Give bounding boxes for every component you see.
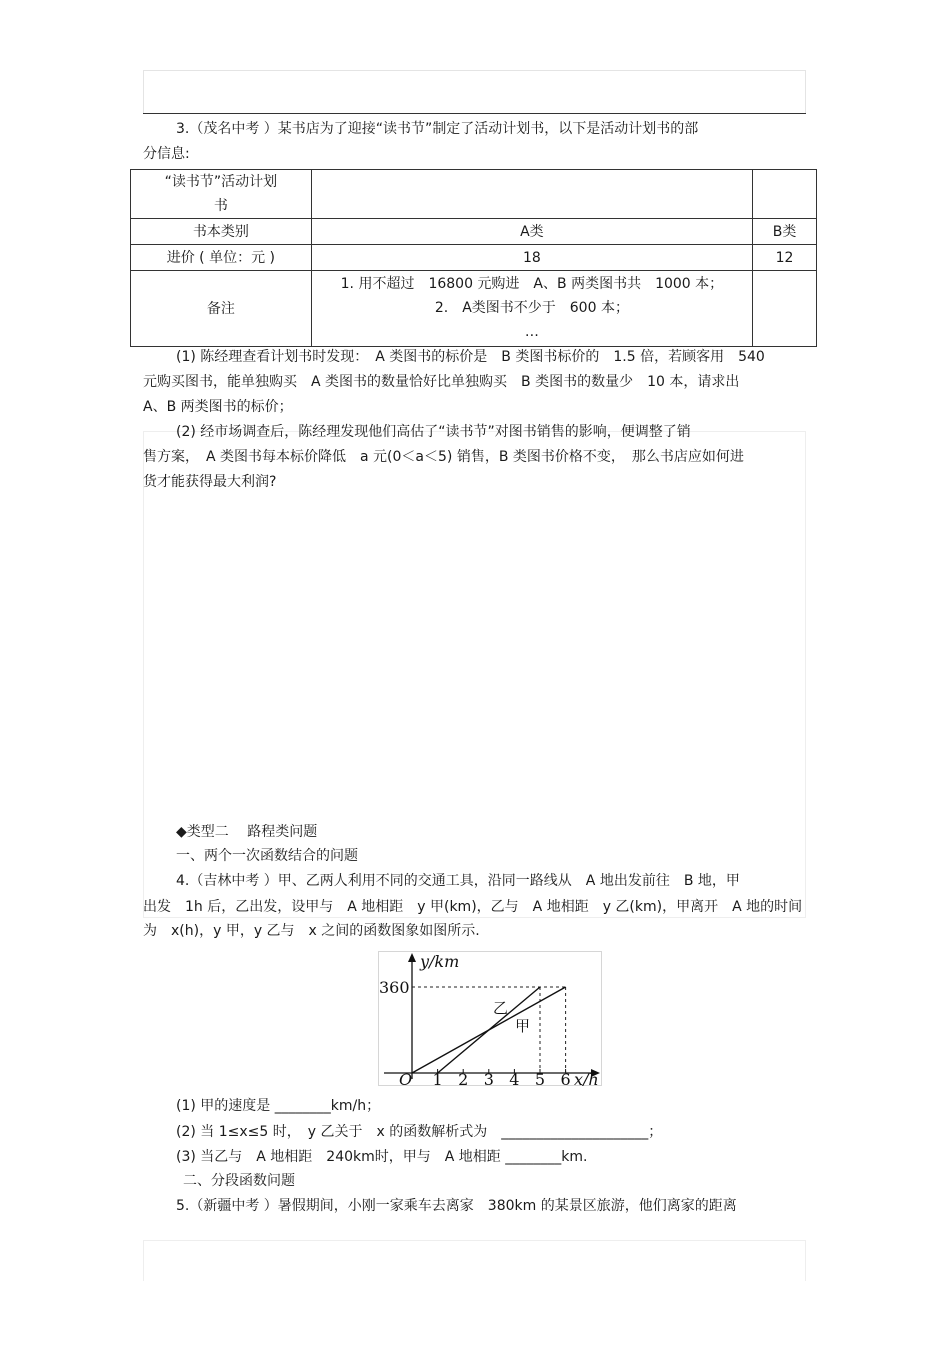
q3-part2-line3: 货才能获得最大利润? — [143, 474, 277, 490]
q3-part2-line1: (2) 经市场调查后，陈经理发现他们高估了“读书节”对图书销售的影响，便调整了销 — [176, 424, 691, 440]
table-empty-cell — [753, 170, 817, 219]
section-heading: ◆类型二 路程类问题 — [176, 824, 318, 840]
q3-part1-line3: A、B 两类图书的标价； — [143, 399, 293, 415]
note-2: 2. A类图书不少于 600 本； — [434, 300, 629, 316]
subsection-2: 二、分段函数问题 — [183, 1173, 295, 1189]
q3-part2-line2: 售方案， A 类图书每本标价降低 a 元(0＜a＜5) 销售，B 类图书价格不变， 那么书店应如何进 — [143, 449, 744, 465]
price-b: 12 — [753, 245, 817, 271]
origin-label: O — [399, 1070, 413, 1086]
plan-table — [130, 169, 817, 347]
table-title-cell — [131, 170, 312, 219]
table-empty-cell — [753, 271, 817, 347]
series-label-yi: 乙 — [493, 999, 509, 1017]
note-label: 备注 — [131, 271, 312, 347]
table-row — [131, 271, 817, 347]
table-empty-cell — [311, 170, 752, 219]
category-b: B类 — [753, 219, 817, 245]
q4-line1: 4.（吉林中考 ）甲、乙两人利用不同的交通工具，沿同一路线从 A 地出发前往 B 地，甲 — [176, 873, 740, 889]
y-tick-label: 360 — [379, 978, 410, 997]
table-row — [131, 245, 817, 271]
x-tick-label: 6 — [560, 1070, 571, 1086]
category-label: 书本类别 — [131, 219, 312, 245]
q3-line2: 分信息: — [143, 146, 190, 162]
price-label: 进价 ( 单位：元 ) — [131, 245, 312, 271]
x-tick-label: 5 — [534, 1070, 546, 1086]
q4-answer-2: (2) 当 1≤x≤5 时， y 乙关于 x 的函数解析式为 _____________________； — [176, 1124, 663, 1140]
q4-line2: 出发 1h 后，乙出发，设甲与 A 地相距 y 甲(km)，乙与 A 地相距 y 乙(km)，甲离开 A 地的时间 — [143, 899, 803, 915]
page-divider — [143, 113, 806, 114]
x-tick-label: 4 — [509, 1070, 520, 1086]
table-row — [131, 219, 817, 245]
x-tick-label: 1 — [432, 1070, 443, 1086]
note-1: 1. 用不超过 16800 元购进 A、B 两类图书共 1000 本； — [340, 276, 724, 292]
table-title-line1: “读书节”活动计划 — [164, 174, 278, 190]
price-a: 18 — [311, 245, 752, 271]
subsection-1: 一、两个一次函数结合的问题 — [176, 848, 358, 864]
page-frame-bottom — [143, 1240, 806, 1281]
table-row-title — [131, 170, 817, 219]
x-tick-label: 2 — [458, 1070, 469, 1086]
series-label-jia: 甲 — [515, 1017, 531, 1035]
q4-line3: 为 x(h)，y 甲，y 乙与 x 之间的函数图象如图所示. — [143, 923, 480, 939]
note-cell — [311, 271, 752, 347]
distance-time-graph — [378, 951, 602, 1086]
q3-line1: 3.（茂名中考 ）某书店为了迎接“读书节”制定了活动计划书，以下是活动计划书的部 — [176, 121, 699, 137]
q3-part1-line1: (1) 陈经理查看计划书时发现： A 类图书的标价是 B 类图书标价的 1.5 倍，若顾客用 540 — [176, 349, 765, 365]
q4-answer-1: (1) 甲的速度是 ________km/h； — [176, 1098, 381, 1114]
page-frame-top — [143, 70, 806, 114]
page-frame-middle — [143, 431, 806, 918]
table-title-line2: 书 — [213, 198, 228, 214]
y-axis-label: y/km — [420, 952, 460, 971]
q3-part1-line2: 元购买图书，能单独购买 A 类图书的数量恰好比单独购买 B 类图书的数量少 10 本，请求出 — [143, 374, 740, 390]
x-tick-label: 3 — [483, 1070, 494, 1086]
note-3: … — [524, 324, 539, 340]
q4-answer-3: (3) 当乙与 A 地相距 240km时，甲与 A 地相距 ________km. — [176, 1149, 588, 1165]
q5-line1: 5.（新疆中考 ）暑假期间，小刚一家乘车去离家 380km 的某景区旅游，他们离家的距离 — [176, 1198, 737, 1214]
category-a: A类 — [311, 219, 752, 245]
x-axis-label: x/h — [574, 1070, 599, 1086]
